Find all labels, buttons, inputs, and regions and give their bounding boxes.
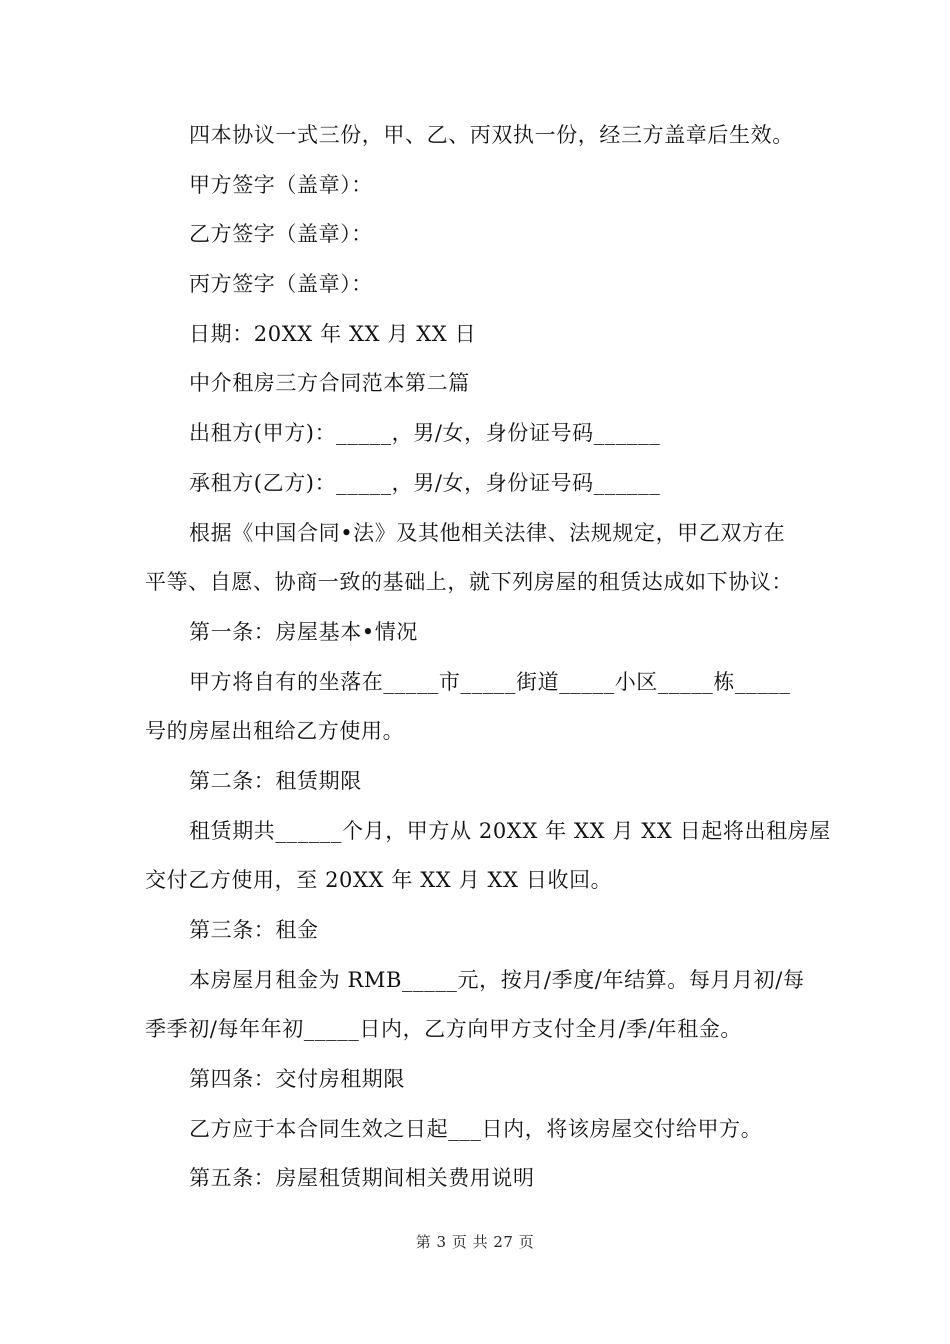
text-line: 交付乙方使用，至 20XX 年 XX 月 XX 日收回。 [145,868,613,893]
text-line: 本房屋月租金为 RMB_____元，按月/季度/年结算。每月月初/每 [189,967,805,992]
text-line: 租赁期共______个月，甲方从 20XX 年 XX 月 XX 日起将出租房屋 [189,818,831,843]
text-line: 甲方签字（盖章）： [189,172,373,197]
text-line: 乙方应于本合同生效之日起___日内，将该房屋交付给甲方。 [189,1116,763,1141]
text-line: 第二条：租赁期限 [189,768,362,793]
page-footer: 第 3 页 共 27 页 [415,1233,535,1251]
text-line: 第四条：交付房租期限 [189,1067,405,1092]
text-line: 日期：20XX 年 XX 月 XX 日 [189,321,477,346]
text-line: 四本协议一式三份，甲、乙、丙双执一份，经三方盖章后生效。 [189,123,794,147]
text-line: 丙方签字（盖章）： [189,272,373,297]
text-line: 承租方(乙方)：_____，男/女，身份证号码______ [189,470,661,495]
text-line: 第三条：租金 [189,918,319,942]
text-line: 季季初/每年年初_____日内，乙方向甲方支付全月/季/年租金。 [145,1017,742,1042]
text-line: 第一条：房屋基本•情况 [189,619,418,644]
text-line: 第五条：房屋租赁期间相关费用说明 [189,1166,535,1191]
text-line: 出租方(甲方)：_____，男/女，身份证号码______ [189,421,661,446]
text-line: 甲方将自有的坐落在_____市_____街道_____小区_____栋_____ [189,669,791,694]
text-line: 平等、自愿、协商一致的基础上，就下列房屋的租赁达成如下协议： [145,570,793,595]
document-body [145,111,831,1204]
text-line: 乙方签字（盖章）： [189,222,373,247]
text-line: 号的房屋出租给乙方使用。 [145,719,405,744]
text-line: 根据《中国合同•法》及其他相关法律、法规规定，甲乙双方在 [189,520,786,545]
text-line: 中介租房三方合同范本第二篇 [189,371,470,396]
